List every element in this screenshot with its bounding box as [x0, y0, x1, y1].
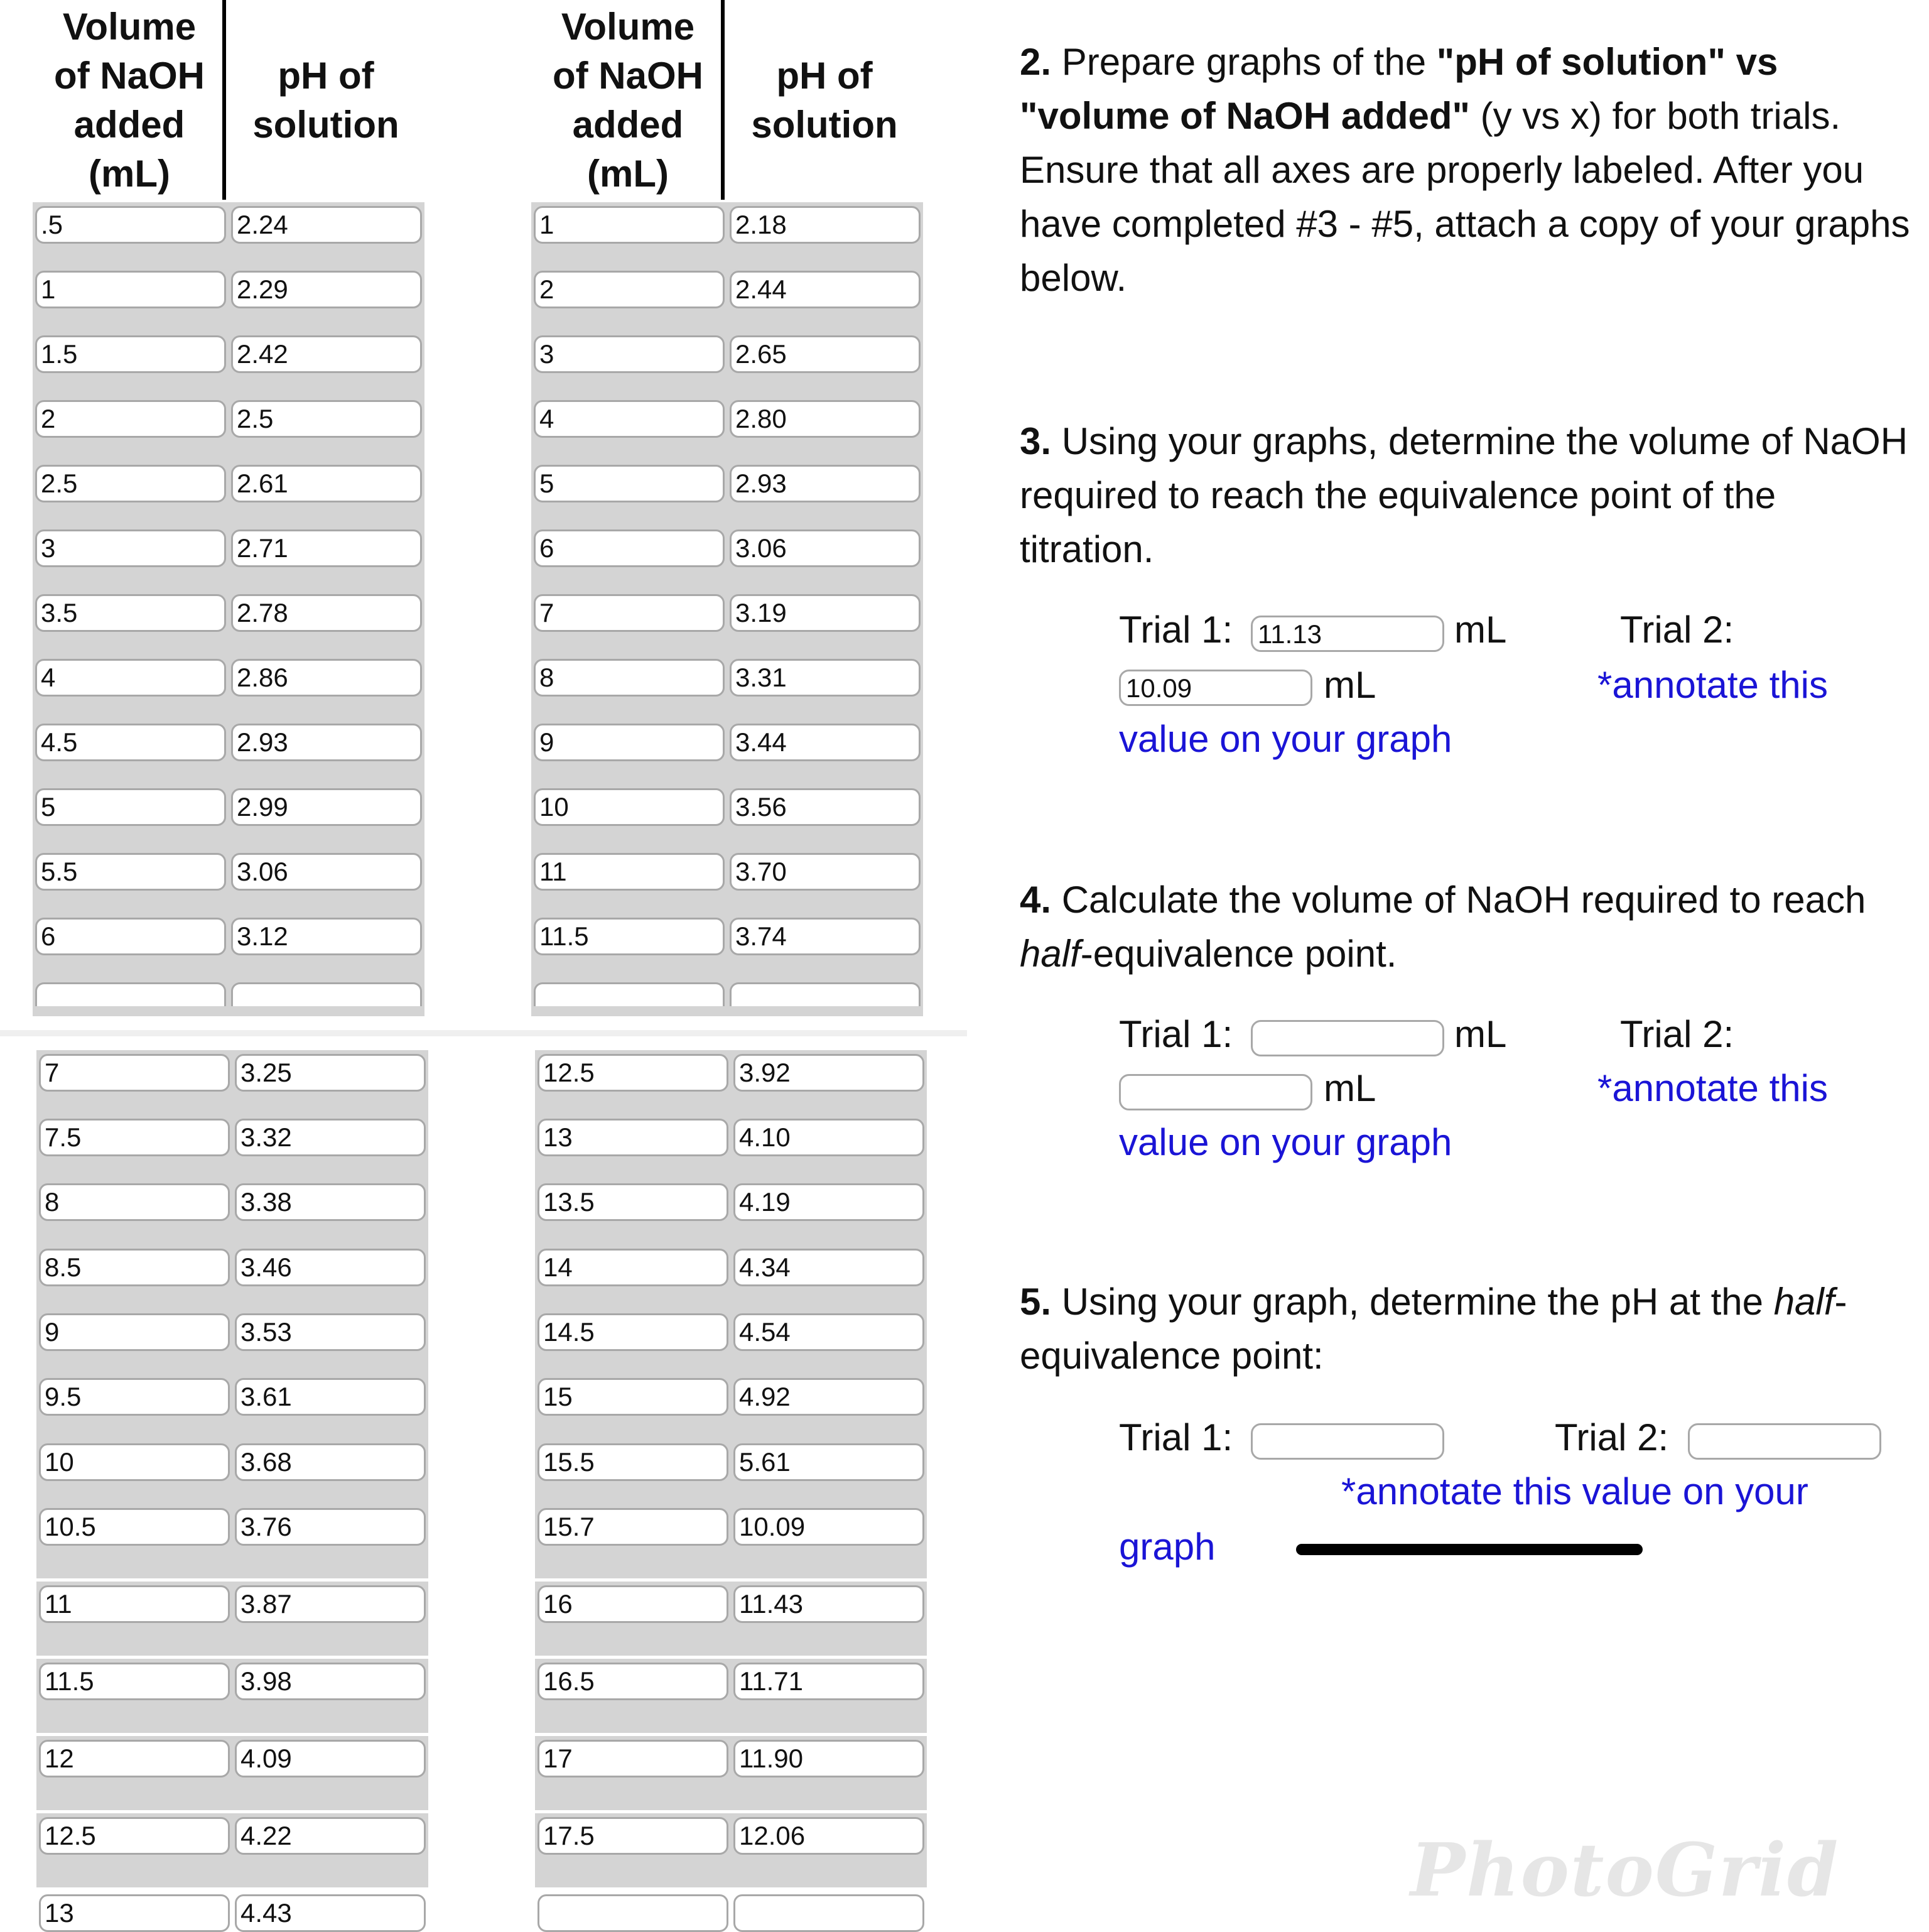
ph-field[interactable]: 3.12 [231, 918, 422, 955]
volume-field[interactable]: 4 [534, 400, 725, 438]
q5-annotate-note-2: graph [1119, 1526, 1216, 1568]
ph-field[interactable]: 3.53 [235, 1313, 426, 1351]
ph-field[interactable]: 2.78 [231, 594, 422, 632]
ph-field[interactable]: 4.92 [733, 1378, 924, 1416]
ph-field[interactable]: 3.98 [235, 1663, 426, 1700]
volume-field[interactable]: 16.5 [538, 1663, 728, 1700]
ph-field[interactable]: 2.44 [730, 271, 921, 308]
ph-field[interactable]: 3.74 [730, 918, 921, 955]
question-5: 5. Using your graph, determine the pH at the half-equivalence point: [1020, 1281, 1847, 1377]
ph-field[interactable]: 5.61 [733, 1443, 924, 1481]
volume-field[interactable]: 6 [534, 529, 725, 567]
ph-field[interactable]: 3.25 [235, 1054, 426, 1092]
ph-field[interactable]: 3.61 [235, 1378, 426, 1416]
q4-trial1-input[interactable] [1251, 1020, 1444, 1056]
volume-field[interactable]: 12.5 [39, 1817, 230, 1855]
question-2: 2. Prepare graphs of the "pH of solution" vs "volume of NaOH added" (y vs x) for both trials. Ensure that all axes are properly labeled. After you have completed #3 - #5, attach a copy of your graphs below. [1020, 41, 1910, 299]
volume-field[interactable]: 7 [534, 594, 725, 632]
volume-field[interactable]: 2 [534, 271, 725, 308]
photogrid-watermark: PhotoGrid [1410, 1828, 1840, 1913]
trial2-header [0, 0, 967, 201]
q4-trial2-unit: mL [1324, 1067, 1376, 1109]
volume-field[interactable]: 10.5 [39, 1508, 230, 1546]
question-3: 3. Using your graphs, determine the volume of NaOH required to reach the equivalence point of the titration. [1020, 420, 1908, 570]
q4-annotate-note-2: value on your graph [1119, 1121, 1452, 1163]
ph-field[interactable]: 11.43 [733, 1585, 924, 1623]
volume-field[interactable]: 5.5 [35, 853, 226, 891]
volume-field[interactable]: .5 [35, 206, 226, 244]
ph-field[interactable]: 4.43 [235, 1894, 426, 1932]
ph-field[interactable]: 3.44 [730, 724, 921, 761]
ph-field[interactable]: 4.10 [733, 1119, 924, 1156]
ph-field[interactable]: 4.09 [235, 1740, 426, 1777]
volume-field[interactable]: 15.5 [538, 1443, 728, 1481]
ph-field[interactable]: 3.19 [730, 594, 921, 632]
q3-trial2-input[interactable]: 10.09 [1119, 670, 1312, 706]
volume-field[interactable]: 8 [534, 659, 725, 697]
volume-field[interactable]: 12 [39, 1740, 230, 1777]
ph-field[interactable]: 2.99 [231, 788, 422, 826]
volume-header: Volume of NaOH added (mL) [54, 6, 205, 195]
volume-field[interactable]: 14.5 [538, 1313, 728, 1351]
q4-annotate-note: *annotate this [1597, 1067, 1828, 1109]
ph-field[interactable]: 3.68 [235, 1443, 426, 1481]
volume-field[interactable]: 1.5 [35, 335, 226, 373]
volume-field[interactable]: 7 [39, 1054, 230, 1092]
volume-field[interactable]: 13 [538, 1119, 728, 1156]
volume-field[interactable]: 2 [35, 400, 226, 438]
header-divider [721, 0, 725, 200]
ph-field[interactable]: 2.86 [231, 659, 422, 697]
collage-seam [0, 1030, 967, 1036]
ph-field[interactable]: 4.19 [733, 1183, 924, 1221]
ph-field[interactable]: 2.18 [730, 206, 921, 244]
volume-header: Volume of NaOH added (mL) [553, 6, 703, 195]
q4-trial2-input[interactable] [1119, 1074, 1312, 1110]
volume-field[interactable]: 4.5 [35, 724, 226, 761]
volume-field[interactable]: 3 [35, 529, 226, 567]
volume-field[interactable]: 11.5 [534, 918, 725, 955]
volume-field[interactable] [538, 1894, 728, 1932]
volume-field[interactable]: 9 [534, 724, 725, 761]
ph-field[interactable] [730, 982, 921, 1006]
ph-header: pH of solution [751, 55, 898, 146]
ph-field[interactable]: 3.46 [235, 1249, 426, 1286]
volume-field[interactable]: 8 [39, 1183, 230, 1221]
ph-field[interactable]: 2.42 [231, 335, 422, 373]
ph-field[interactable]: 11.71 [733, 1663, 924, 1700]
q4-trial1-unit: mL [1454, 1013, 1507, 1055]
ph-field[interactable]: 3.32 [235, 1119, 426, 1156]
ph-field[interactable]: 2.93 [730, 465, 921, 502]
ph-field[interactable]: 2.71 [231, 529, 422, 567]
volume-field[interactable]: 16 [538, 1585, 728, 1623]
ph-header: pH of solution [252, 55, 399, 146]
ph-field[interactable]: 3.31 [730, 659, 921, 697]
ph-field[interactable]: 3.06 [730, 529, 921, 567]
volume-field[interactable]: 12.5 [538, 1054, 728, 1092]
volume-field[interactable]: 5 [534, 465, 725, 502]
q3-trial2-label: Trial 2: [1620, 609, 1734, 651]
volume-field[interactable]: 1 [534, 206, 725, 244]
question-4: 4. Calculate the volume of NaOH required to reach half-equivalence point. [1020, 879, 1866, 975]
ph-field[interactable]: 2.29 [231, 271, 422, 308]
ph-field[interactable]: 10.09 [733, 1508, 924, 1546]
ph-field[interactable]: 3.76 [235, 1508, 426, 1546]
ph-field[interactable]: 3.38 [235, 1183, 426, 1221]
ph-field[interactable]: 12.06 [733, 1817, 924, 1855]
q5-trial1-label: Trial 1: [1119, 1416, 1233, 1458]
volume-field[interactable]: 7.5 [39, 1119, 230, 1156]
ph-field[interactable]: 11.90 [733, 1740, 924, 1777]
ph-field[interactable]: 3.06 [231, 853, 422, 891]
ph-field[interactable]: 2.5 [231, 400, 422, 438]
q5-annotate-note: *annotate this value on your [1341, 1470, 1808, 1512]
volume-field[interactable]: 14 [538, 1249, 728, 1286]
volume-field[interactable]: 5 [35, 788, 226, 826]
q4-trial1-label: Trial 1: [1119, 1013, 1233, 1055]
redaction-bar [1296, 1544, 1643, 1555]
volume-field[interactable]: 11.5 [39, 1663, 230, 1700]
volume-field[interactable]: 3 [534, 335, 725, 373]
volume-field[interactable]: 15 [538, 1378, 728, 1416]
volume-field[interactable]: 10 [39, 1443, 230, 1481]
volume-field[interactable]: 1 [35, 271, 226, 308]
q3-trial1-unit: mL [1454, 609, 1507, 651]
ph-field[interactable] [733, 1894, 924, 1932]
volume-field[interactable]: 9 [39, 1313, 230, 1351]
q3-annotate-note-2: value on your graph [1119, 718, 1452, 760]
q3-annotate-note: *annotate this [1597, 664, 1828, 706]
volume-field[interactable]: 13 [39, 1894, 230, 1932]
q3-trial1-input[interactable]: 11.13 [1251, 616, 1444, 652]
ph-field[interactable]: 3.56 [730, 788, 921, 826]
volume-field[interactable]: 2.5 [35, 465, 226, 502]
q3-trial1-label: Trial 1: [1119, 609, 1233, 651]
ph-field[interactable]: 2.65 [730, 335, 921, 373]
ph-field[interactable]: 2.80 [730, 400, 921, 438]
ph-field[interactable]: 4.34 [733, 1249, 924, 1286]
volume-field[interactable]: 17.5 [538, 1817, 728, 1855]
volume-field[interactable]: 13.5 [538, 1183, 728, 1221]
volume-field[interactable]: 15.7 [538, 1508, 728, 1546]
ph-field[interactable]: 3.92 [733, 1054, 924, 1092]
volume-field[interactable]: 8.5 [39, 1249, 230, 1286]
ph-field[interactable]: 3.70 [730, 853, 921, 891]
volume-field[interactable]: 10 [534, 788, 725, 826]
q5-trial2-input[interactable] [1688, 1423, 1881, 1460]
volume-field[interactable] [534, 982, 725, 1006]
volume-field[interactable]: 9.5 [39, 1378, 230, 1416]
volume-field[interactable]: 11 [39, 1585, 230, 1623]
ph-field[interactable]: 3.87 [235, 1585, 426, 1623]
q5-trial2-label: Trial 2: [1555, 1416, 1669, 1458]
ph-field[interactable]: 4.54 [733, 1313, 924, 1351]
ph-field[interactable]: 2.24 [231, 206, 422, 244]
volume-field[interactable]: 3.5 [35, 594, 226, 632]
volume-field[interactable]: 6 [35, 918, 226, 955]
volume-field[interactable]: 4 [35, 659, 226, 697]
ph-field[interactable]: 2.61 [231, 465, 422, 502]
q4-trial2-label: Trial 2: [1620, 1013, 1734, 1055]
q3-trial2-unit: mL [1324, 664, 1376, 706]
q5-trial1-input[interactable] [1251, 1423, 1444, 1460]
ph-field[interactable]: 2.93 [231, 724, 422, 761]
volume-field[interactable]: 17 [538, 1740, 728, 1777]
volume-field[interactable]: 11 [534, 853, 725, 891]
ph-field[interactable]: 4.22 [235, 1817, 426, 1855]
